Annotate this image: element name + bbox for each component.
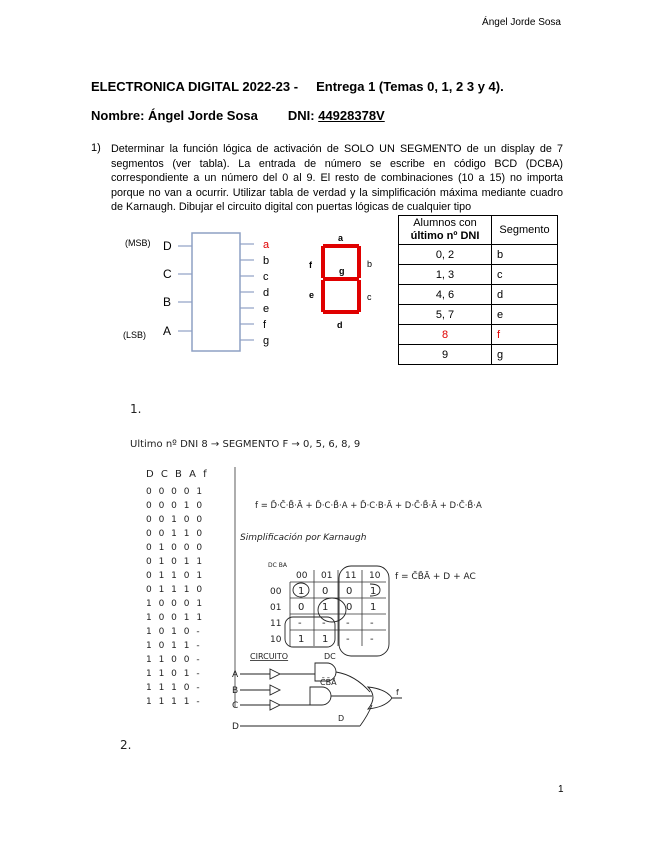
truth-row: 0 1 0 1 1 xyxy=(146,557,205,567)
truth-row: 0 0 1 0 0 xyxy=(146,515,205,525)
table-row: 9 g xyxy=(399,345,558,365)
handwritten-solution xyxy=(110,395,530,765)
table-row: 0, 2 b xyxy=(399,245,558,265)
truth-row: 1 1 1 1 - xyxy=(146,697,202,707)
segment-label-g: g xyxy=(339,266,345,276)
circuit-input-label: D xyxy=(232,722,239,732)
truth-row: 1 0 1 1 - xyxy=(146,641,202,651)
segment-a xyxy=(323,244,359,248)
table-header-segment: Segmento xyxy=(492,216,558,245)
seven-segment-display xyxy=(305,230,385,335)
kmap-cell: 0 xyxy=(322,586,329,597)
kmap-cell: - xyxy=(322,618,326,629)
segment-label-b: b xyxy=(367,259,373,269)
question-text: Determinar la función lógica de activación de SOLO UN SEGMENTO de un display de 7 segmentos (ver tabla). La entrada de número se escribe en código BCD (DCBA) correspondiente a un número del 0 al 9. El resto de combinaciones (10 a 15) no importa porque no van a ocurrir. Utilizar tabla de verdad y la simplificación máxima mediante cuadro de Karnaugh. Dibujar el circuito digital con puertas lógicas de cualquier tipo xyxy=(111,143,563,213)
lsb-label: (LSB) xyxy=(123,330,147,340)
dni-label: DNI: xyxy=(287,108,315,123)
segment-label-d: d xyxy=(337,320,343,330)
truth-row: 0 1 1 1 0 xyxy=(146,585,205,595)
kmap-corner: DC BA xyxy=(268,562,287,569)
sop-expression: f = D̄·C̄·B̄·Ā + D̄·C·B̄·A + D̄·C·B·Ā + D·C̄·B̄·Ā + D·C̄·B̄·A xyxy=(255,501,482,511)
output-label: b xyxy=(263,255,270,267)
input-label: A xyxy=(163,324,172,338)
decoder-box xyxy=(192,233,240,351)
table-row-highlighted: 8 f xyxy=(399,325,558,345)
kmap-col-label: 01 xyxy=(321,571,333,581)
gate-label: C̄B̄Ā xyxy=(320,678,337,687)
table-row: 4, 6 d xyxy=(399,285,558,305)
output-label: e xyxy=(263,303,270,315)
table-row: 1, 3 c xyxy=(399,265,558,285)
kmap-cell: 0 xyxy=(346,586,353,597)
kmap-col-label: 11 xyxy=(345,571,357,581)
segment-c xyxy=(357,280,361,312)
circuit-input-label: A xyxy=(232,670,239,680)
kmap-row-label: 00 xyxy=(270,587,282,597)
circuit-input-label: B xyxy=(232,686,239,696)
truth-row: 0 1 1 0 1 xyxy=(146,571,205,581)
kmap-cell: - xyxy=(346,634,350,645)
msb-label: (MSB) xyxy=(125,238,151,248)
hand-segment-line: Ultimo nº DNI 8 → SEGMENTO F → 0, 5, 6, 8, 9 xyxy=(130,439,361,450)
kmap-cell: - xyxy=(298,618,302,629)
page-number: 1 xyxy=(558,784,564,795)
karnaugh-caption: Simplificación por Karnaugh xyxy=(240,533,367,543)
course-title: ELECTRONICA DIGITAL 2022-23 - xyxy=(91,79,299,94)
kmap-cell: 0 xyxy=(298,602,305,613)
segment-label-c: c xyxy=(367,292,372,302)
input-label: D xyxy=(163,239,172,253)
truth-row: 1 1 0 1 - xyxy=(146,669,202,679)
truth-row: 1 1 1 0 - xyxy=(146,683,202,693)
kmap-cell: 0 xyxy=(346,602,353,613)
student-name-line xyxy=(91,108,385,123)
truth-row: 0 1 0 0 0 xyxy=(146,543,205,553)
kmap-cell: 1 xyxy=(322,602,329,613)
circuito-label: CIRCUITO xyxy=(250,652,289,661)
truth-row: 0 0 0 0 1 xyxy=(146,487,205,497)
gate-label: DC xyxy=(324,652,336,661)
simplified-result: f = C̄B̄Ā + D + AC xyxy=(395,572,476,582)
kmap-row-label: 10 xyxy=(270,635,282,645)
circuit-input-label: C xyxy=(232,701,239,711)
student-name: Nombre: Ángel Jorde Sosa xyxy=(91,108,258,123)
output-label: g xyxy=(263,335,270,347)
truth-row: 0 0 1 1 0 xyxy=(146,529,205,539)
kmap-cell: - xyxy=(370,618,374,629)
truth-row: 1 0 0 1 1 xyxy=(146,613,205,623)
header-author: Ángel Jorde Sosa xyxy=(482,17,561,28)
segment-label-e: e xyxy=(309,290,315,300)
segment-g xyxy=(323,277,359,281)
circuit-output-label: f xyxy=(396,688,399,697)
output-label: f xyxy=(263,319,267,331)
segment-table xyxy=(398,215,558,365)
karnaugh-map xyxy=(268,562,389,656)
segment-e xyxy=(321,280,325,312)
kmap-col-label: 10 xyxy=(369,571,381,581)
kmap-cell: 1 xyxy=(370,586,377,597)
input-label: C xyxy=(163,267,172,281)
bcd-decoder-block-diagram xyxy=(120,228,290,353)
hand-item-1: 1. xyxy=(130,402,142,416)
truth-row: 1 0 0 0 1 xyxy=(146,599,205,609)
kmap-col-label: 00 xyxy=(296,571,308,581)
kmap-cell: 1 xyxy=(298,634,305,645)
kmap-cell: - xyxy=(370,634,374,645)
kmap-cell: 1 xyxy=(322,634,329,645)
output-label: d xyxy=(263,287,270,299)
truth-table-header: D C B A f xyxy=(146,469,209,480)
segment-label-f: f xyxy=(309,260,312,270)
segment-b xyxy=(357,246,361,278)
output-label: c xyxy=(263,271,269,283)
input-label: B xyxy=(163,295,172,309)
kmap-cell: 1 xyxy=(298,586,305,597)
question-number: 1) xyxy=(91,142,101,154)
segment-d xyxy=(323,310,359,314)
truth-row: 1 0 1 0 - xyxy=(146,627,202,637)
table-row: 5, 7 e xyxy=(399,305,558,325)
truth-row: 1 1 0 0 - xyxy=(146,655,202,665)
segment-label-a: a xyxy=(338,233,344,243)
gate-label: D xyxy=(338,714,345,723)
kmap-cell: - xyxy=(346,618,350,629)
table-header-row xyxy=(399,216,558,245)
truth-row: 0 0 0 1 0 xyxy=(146,501,205,511)
document-title xyxy=(91,79,504,94)
table-header-digits: Alumnos con último nº DNI xyxy=(399,216,492,245)
hand-item-2: 2. xyxy=(120,738,132,752)
kmap-row-label: 11 xyxy=(270,619,282,629)
kmap-cell: 1 xyxy=(370,602,377,613)
kmap-row-label: 01 xyxy=(270,603,282,613)
output-label: a xyxy=(263,239,270,251)
entrega-title: Entrega 1 (Temas 0, 1, 2 3 y 4). xyxy=(316,79,504,94)
segment-f xyxy=(321,246,325,278)
dni-value: 44928378V xyxy=(318,108,385,123)
